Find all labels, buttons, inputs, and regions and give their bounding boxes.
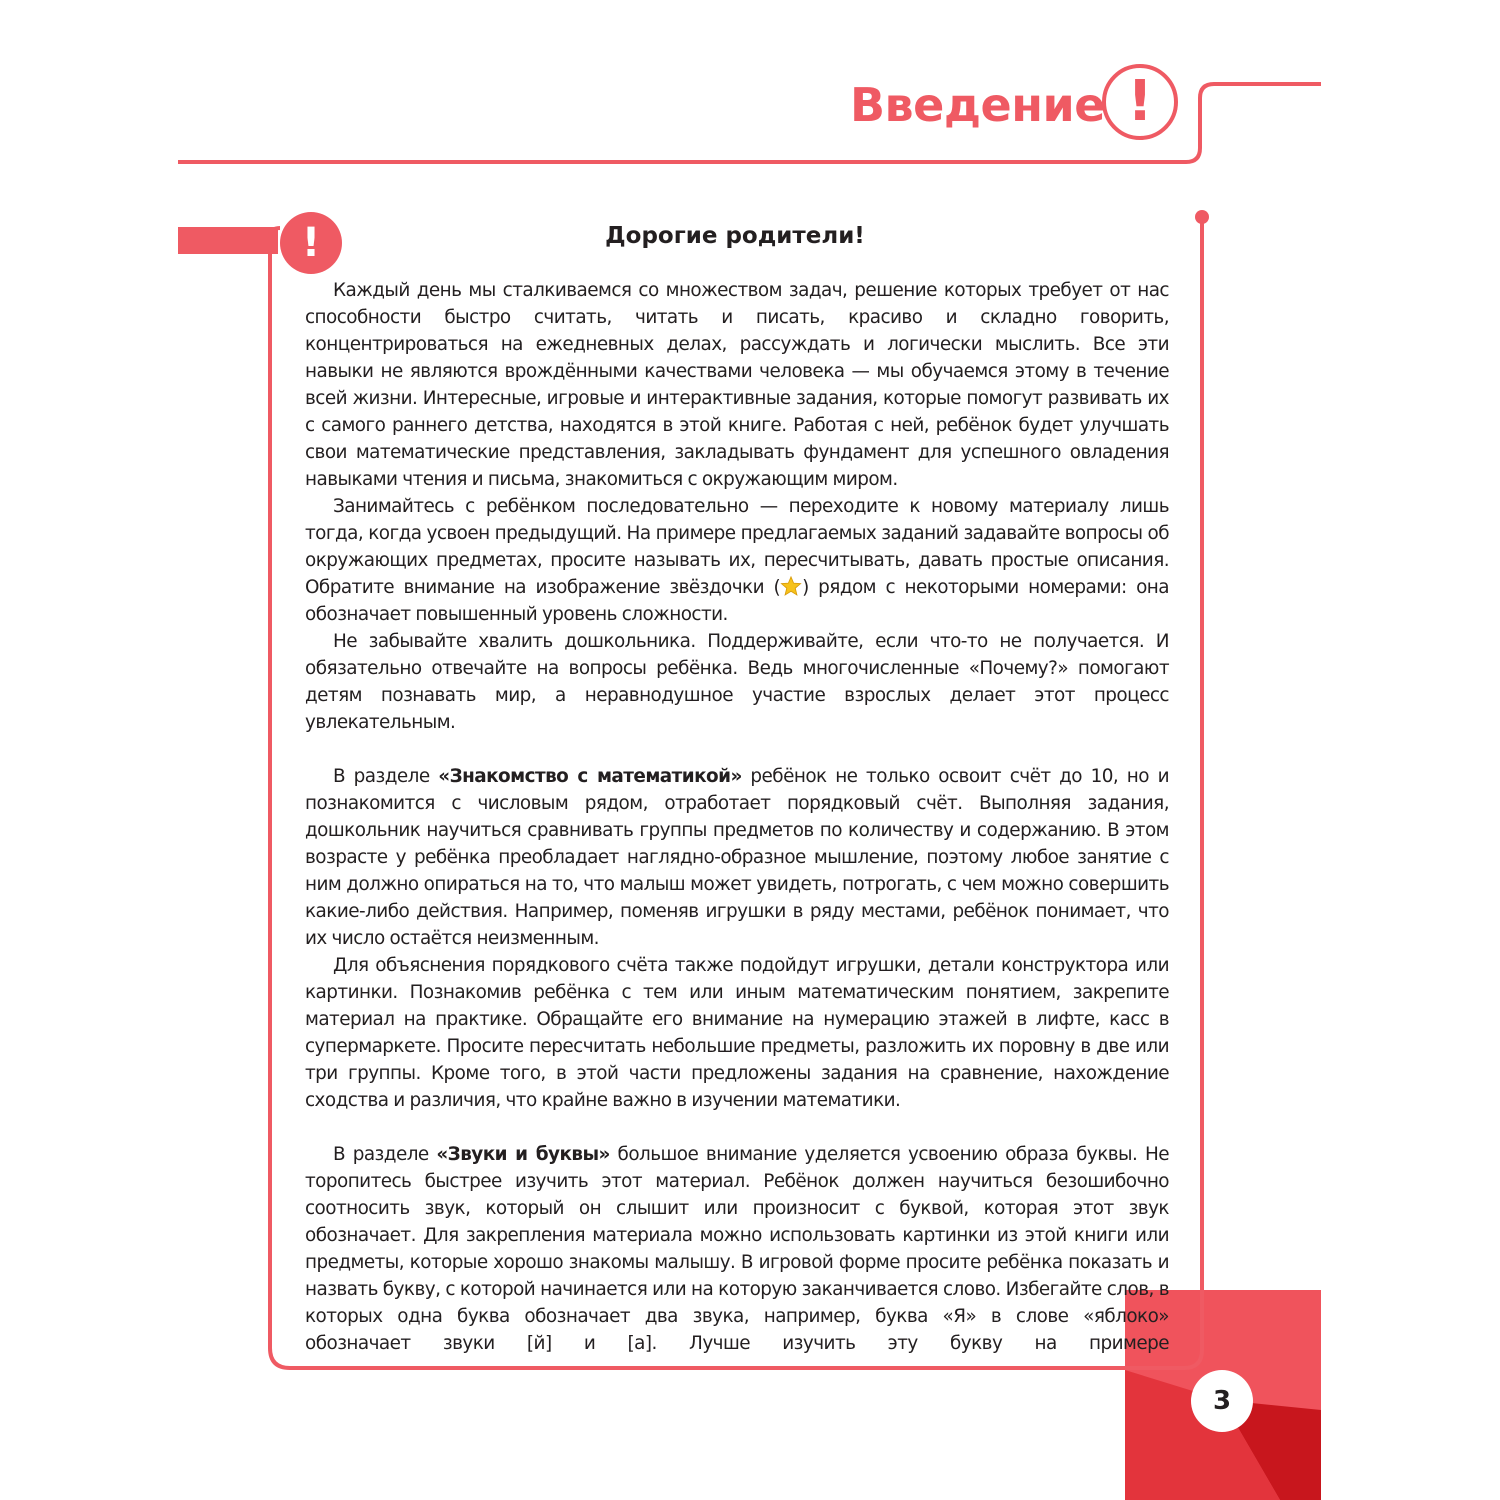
star-icon	[780, 576, 802, 596]
paragraph	[305, 493, 1169, 628]
page-number: 3	[1191, 1370, 1253, 1432]
section-name: «Звуки и буквы»	[436, 1144, 610, 1165]
section-name: «Знакомство с математикой»	[438, 766, 742, 787]
text-run: В разделе	[333, 766, 439, 787]
paragraph	[305, 277, 1169, 493]
paragraph	[305, 628, 1169, 736]
text-run: ребёнок не только освоит счёт до 10, но и познакомится с числовым рядом, отработает порядковый счёт. Выполняя задания, дошкольник научиться сравнивать группы предметов по количеству и содержанию. В этом возрасте у ребёнка преобладает наглядно-образное мышление, поэтому любое занятие с ним должно опираться на то, что малыш может увидеть, потрогать, с чем можно совершить какие-либо действия. Например, поменяв игрушки в ряду местами, ребёнок понимает, что их число остаётся неизменным.	[305, 766, 1169, 949]
text-run: В разделе	[333, 1144, 437, 1165]
page-title: Введение	[850, 78, 1105, 132]
body-text	[305, 277, 1169, 1357]
exclamation-icon: !	[280, 212, 342, 274]
text-run: ) рядом с некоторыми номерами: она обозначает повышенный уровень сложности.	[305, 577, 1169, 625]
text-run: Для объяснения порядкового счёта также подойдут игрушки, детали конструктора или картинки. Познакомив ребёнка с тем или иным математическим понятием, закрепите материал на практике. Обращайте его внимание на нумерацию этажей в лифте, касс в супермаркете. Просите пересчитать небольшие предметы, разложить их поровну в две или три группы. Кроме того, в этой части предложены задания на сравнение, нахождение сходства и различия, что крайне важно в изучении математики.	[305, 955, 1169, 1111]
text-run: большое внимание уделяется усвоению образа буквы. Не торопитесь быстрее изучить этот материал. Ребёнок должен научиться безошибочно соотносить звук, который он слышит или произносит с буквой, которая этот звук обозначает. Для закрепления материала можно использовать картинки из этой книги или предметы, которые хорошо знакомы малышу. В игровой форме просите ребёнка показать и назвать букву, с которой начинается или на которую заканчивается слово. Избегайте слов, в которых одна буква обозначает два звука, например, буква «Я» в слове «яблоко» обозначает звуки [й] и [а]. Лучше изучить эту букву на примере	[305, 1144, 1169, 1354]
paragraph	[305, 952, 1169, 1114]
section-heading: Дорогие родители!	[605, 223, 865, 249]
exclamation-icon: !	[1102, 64, 1178, 140]
text-run: Каждый день мы сталкиваемся со множеством задач, решение которых требует от нас способности быстро считать, читать и писать, красиво и складно говорить, концентрироваться на ежедневных делах, рассуждать и логически мыслить. Все эти навыки не являются врождёнными качествами человека — мы обучаемся этому в течение всей жизни. Интересные, игровые и интерактивные задания, которые помогут развивать их с самого раннего детства, находятся в этой книге. Работая с ней, ребёнок будет улучшать свои математические представления, закладывать фундамент для успешного овладения навыками чтения и письма, знакомиться с окружающим миром.	[305, 280, 1169, 490]
card-border-dot	[1195, 210, 1209, 224]
text-run: Не забывайте хвалить дошкольника. Поддерживайте, если что-то не получается. И обязательно отвечайте на вопросы ребёнка. Ведь многочисленные «Почему?» помогают детям познавать мир, а неравнодушное участие взрослых делает этот процесс увлекательным.	[305, 631, 1169, 733]
text-run: Занимайтесь с ребёнком последовательно — переходите к новому материалу лишь тогда, когда усвоен предыдущий. На примере предлагаемых заданий задавайте вопросы об окружающих предметах, просите называть их, пересчитывать, давать простые описания. Обратите внимание на изображение звёздочки (	[305, 496, 1169, 598]
left-accent-bar	[178, 227, 278, 254]
paragraph	[305, 763, 1169, 952]
paragraph	[305, 1141, 1169, 1357]
